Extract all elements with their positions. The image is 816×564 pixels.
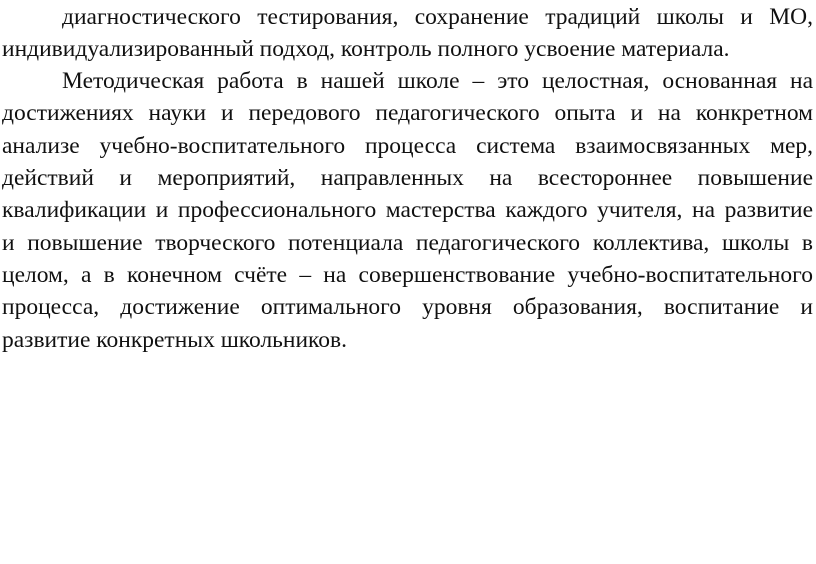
document-page bbox=[2, 0, 813, 564]
text-line: достижениях науки и передового педагогического опыта и на конкретном bbox=[2, 100, 813, 126]
text-line: квалификации и профессионального мастерства каждого учителя, на развитие bbox=[2, 197, 813, 223]
text-line: действий и мероприятий, направленных на всестороннее повышение bbox=[2, 165, 813, 191]
text-line: анализе учебно-воспитательного процесса система взаимосвязанных мер, bbox=[2, 133, 813, 159]
text-line: диагностического тестирования, сохранение традиций школы и МО, bbox=[62, 4, 813, 30]
text-line: развитие конкретных школьников. bbox=[2, 327, 347, 353]
text-line: целом, а в конечном счёте – на совершенствование учебно-воспитательного bbox=[2, 262, 813, 288]
text-line: процесса, достижение оптимального уровня образования, воспитание и bbox=[2, 294, 813, 320]
text-line: и повышение творческого потенциала педагогического коллектива, школы в bbox=[2, 230, 813, 256]
text-line: индивидуализированный подход, контроль полного усвоение материала. bbox=[2, 36, 730, 62]
text-line: Методическая работа в нашей школе – это целостная, основанная на bbox=[62, 68, 813, 94]
